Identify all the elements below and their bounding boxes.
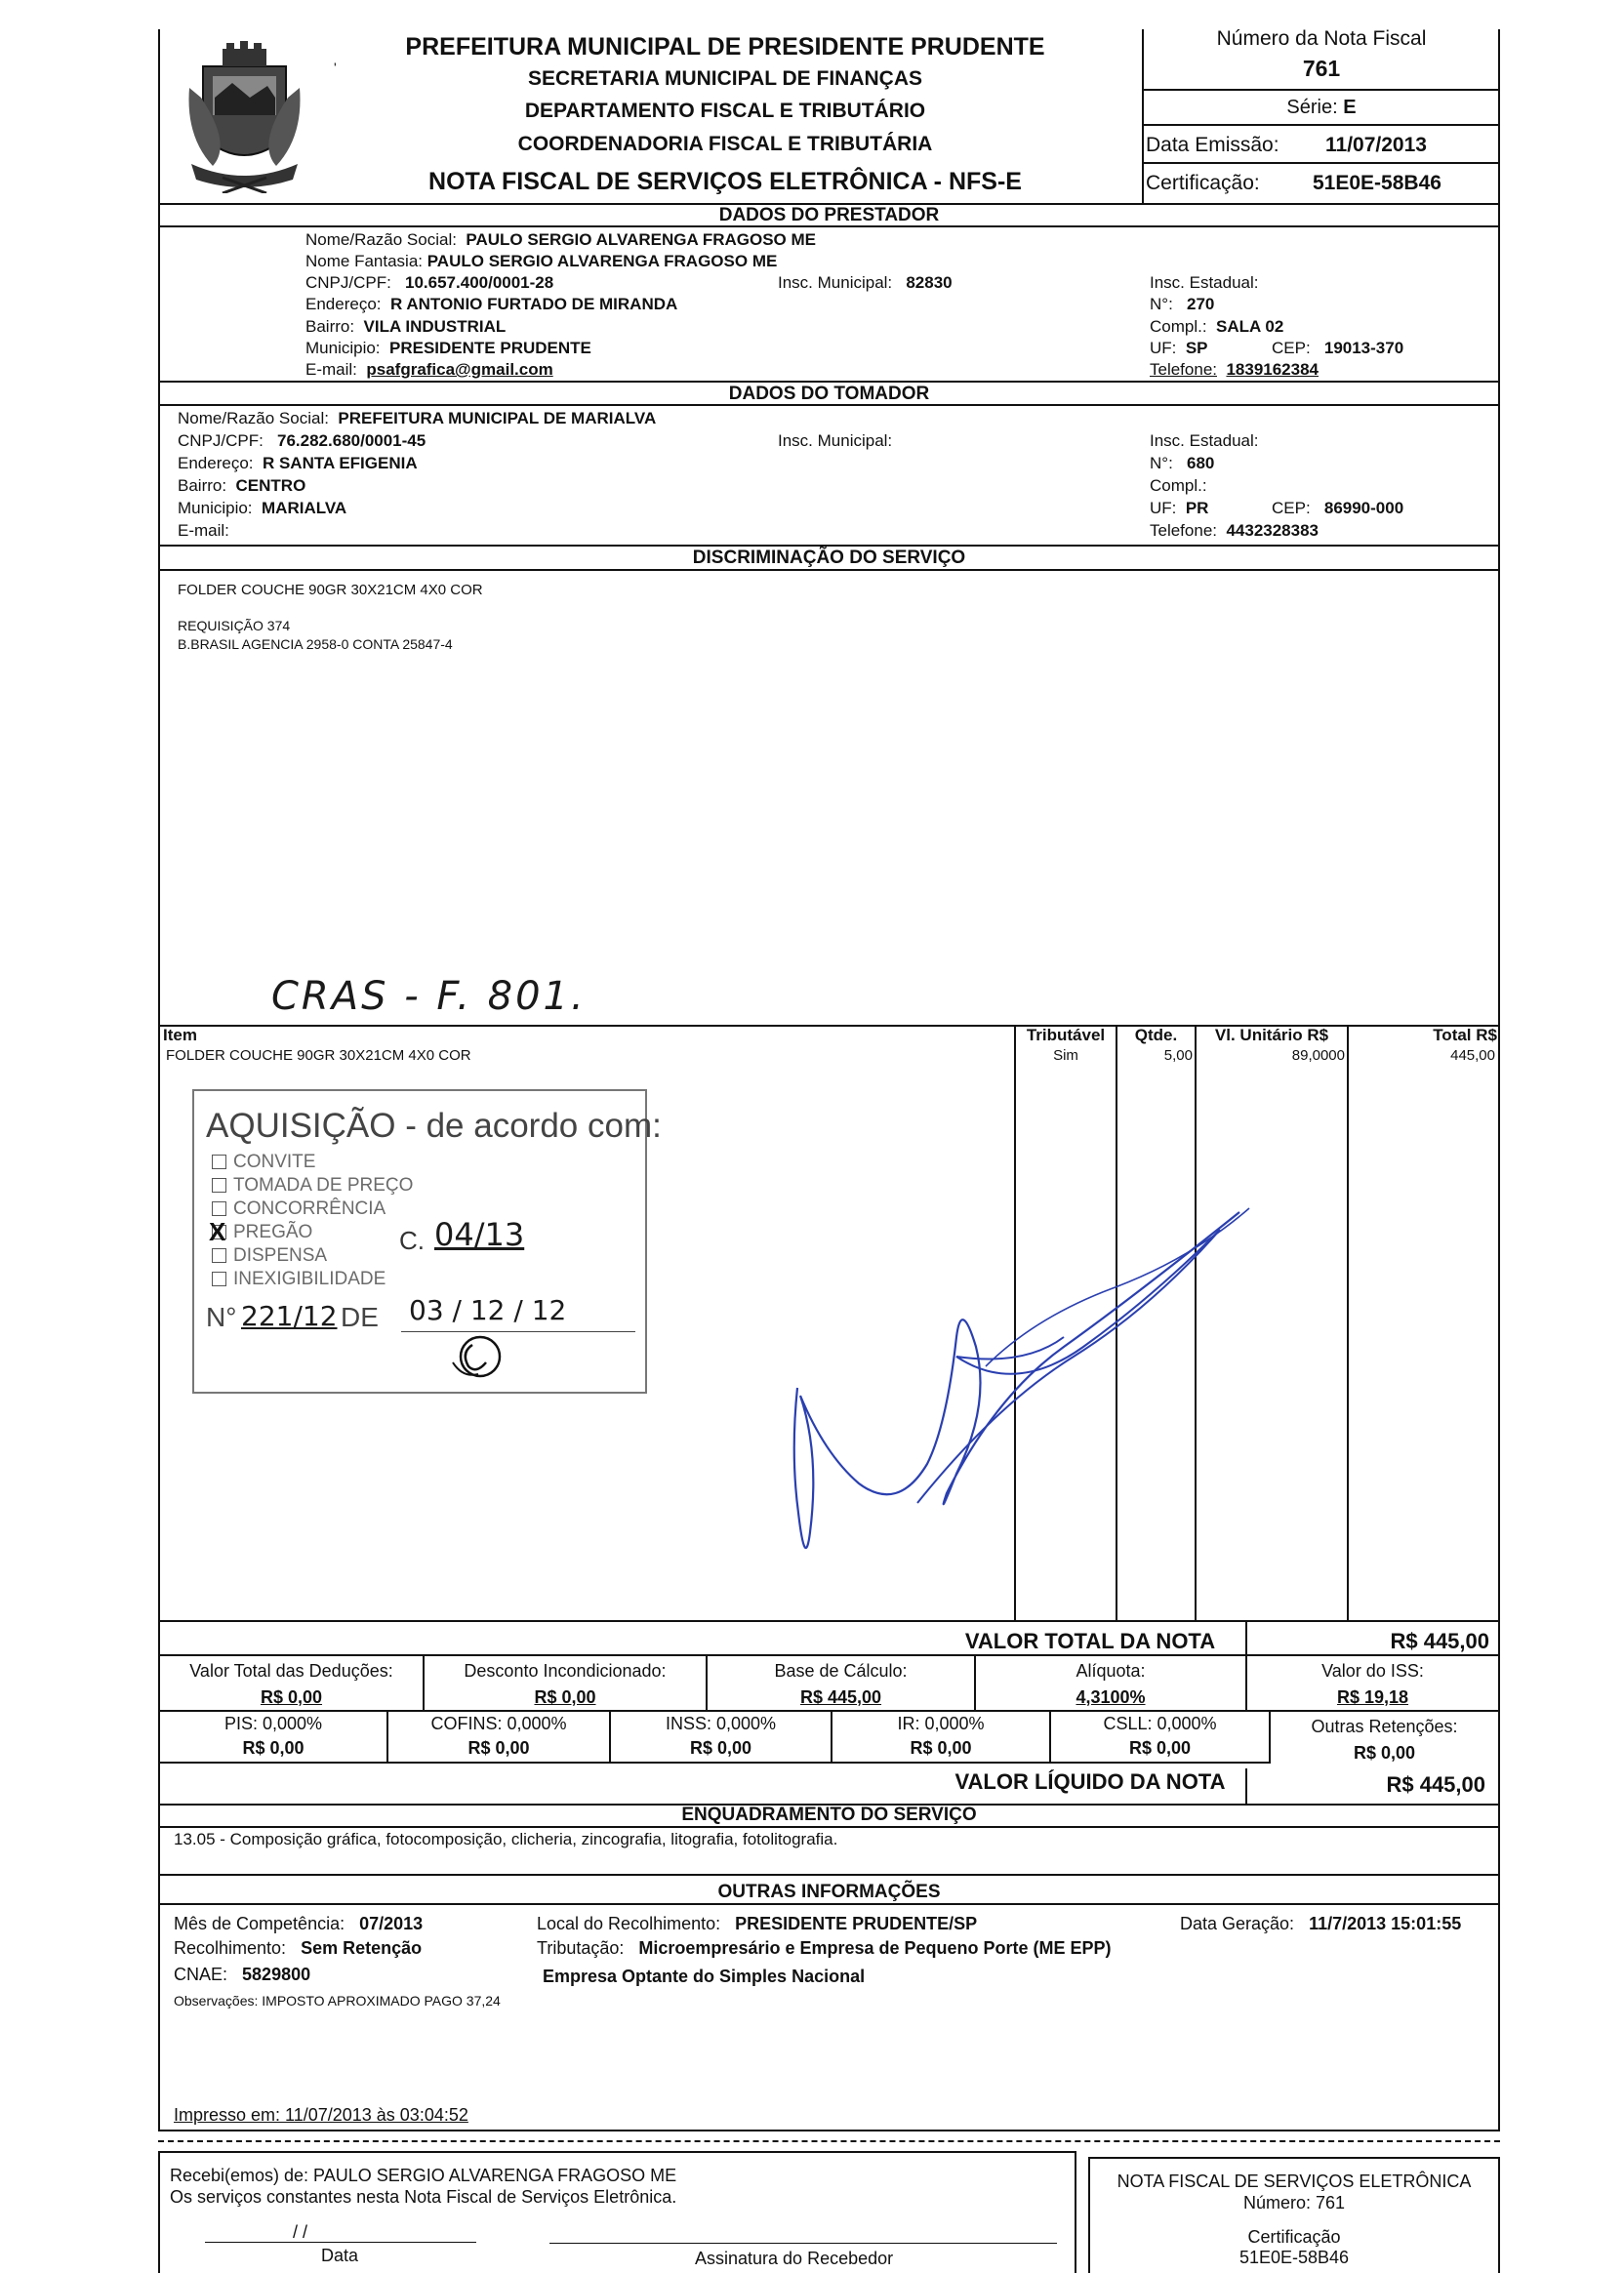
recibo-nf-title: NOTA FISCAL DE SERVIÇOS ELETRÔNICA <box>1116 2172 1472 2191</box>
inss-value: R$ 0,00 <box>689 1738 752 1758</box>
totais-rule-1 <box>158 1654 1500 1656</box>
csll-label: CSLL: 0,000% <box>1103 1714 1217 1733</box>
discriminacao-title: DISCRIMINAÇÃO DO SERVIÇO <box>692 548 966 568</box>
stamp-n-label: N° <box>206 1302 237 1332</box>
stamp-opt-inexigibilidade: INEXIGIBILIDADE <box>212 1269 386 1290</box>
prestador-ie: Insc. Estadual: <box>1150 273 1259 292</box>
liquido-divider <box>1245 1768 1247 1806</box>
stamp-initials-icon <box>443 1333 511 1382</box>
inss-label: INSS: 0,000% <box>665 1714 777 1733</box>
valor-total: R$ 445,00 <box>1390 1629 1489 1653</box>
checkbox-icon <box>212 1201 226 1216</box>
liquido-label: VALOR LÍQUIDO DA NOTA <box>954 1769 1226 1794</box>
stamp-opt-dispensa: DISPENSA <box>212 1245 327 1267</box>
prestador-telefone: Telefone: 1839162384 <box>1150 360 1319 379</box>
impresso-em: Impresso em: 11/07/2013 às 03:04:52 <box>174 2105 468 2125</box>
recibo-nf-cert: 51E0E-58B46 <box>1238 2248 1350 2267</box>
deducoes-value: R$ 0,00 <box>260 1687 323 1707</box>
recibo-date-line <box>205 2242 476 2243</box>
items-col-total <box>1347 1025 1349 1622</box>
valor-total-divider <box>1245 1620 1247 1655</box>
prestador-numero: N°: 270 <box>1150 295 1215 313</box>
enquadramento-title: ENQUADRAMENTO DO SERVIÇO <box>681 1805 977 1825</box>
liquido-value: R$ 445,00 <box>1386 1772 1485 1797</box>
nota-emissao-label: Data Emissão: <box>1146 134 1279 156</box>
desconto-label: Desconto Incondicionado: <box>464 1661 667 1681</box>
tomador-cnpj: CNPJ/CPF: 76.282.680/0001-45 <box>178 431 426 450</box>
prestador-uf: UF: SP <box>1150 339 1208 357</box>
valor-total-label: VALOR TOTAL DA NOTA <box>964 1629 1216 1653</box>
nota-rule-3 <box>1142 162 1500 164</box>
stamp-n-value: 221/12 <box>241 1300 338 1332</box>
enquadramento-title-rule <box>158 1826 1500 1828</box>
item-qtde: 5,00 <box>1163 1047 1193 1064</box>
header-dot: ' <box>334 60 337 75</box>
ir-label: IR: 0,000% <box>897 1714 985 1733</box>
items-header-unit: Vl. Unitário R$ <box>1214 1026 1329 1044</box>
stamp-opt-tomada: TOMADA DE PREÇO <box>212 1175 413 1197</box>
items-header-qtde: Qtde. <box>1134 1026 1178 1044</box>
recibo-assinatura-label: Assinatura do Recebedor <box>695 2249 894 2268</box>
prestador-title-rule <box>158 225 1500 227</box>
municipal-coat-of-arms-icon <box>183 39 305 193</box>
recibo-nf-numero: Número: 761 <box>1242 2193 1346 2212</box>
tomador-endereco: Endereço: R SANTA EFIGENIA <box>178 454 418 472</box>
pis-label: PIS: 0,000% <box>223 1714 323 1733</box>
mes-competencia: Mês de Competência: 07/2013 <box>174 1914 424 1933</box>
nota-numero-label: Número da Nota Fiscal <box>1216 27 1427 50</box>
cut-line <box>158 2140 1500 2142</box>
header-line2: SECRETARIA MUNICIPAL DE FINANÇAS <box>527 67 923 90</box>
item-unit: 89,0000 <box>1291 1047 1345 1064</box>
prestador-cnpj: CNPJ/CPF: 10.657.400/0001-28 <box>305 273 554 292</box>
desconto-value: R$ 0,00 <box>534 1687 596 1707</box>
discriminacao-title-rule <box>158 569 1500 571</box>
tomador-uf: UF: PR <box>1150 499 1209 517</box>
stamp-opt-concorrencia: CONCORRÊNCIA <box>212 1198 386 1220</box>
aquisicao-stamp <box>192 1089 662 1394</box>
stamp-opt-pregao: X PREGÃO <box>209 1217 313 1246</box>
tomador-ie: Insc. Estadual: <box>1150 431 1259 450</box>
nota-emissao: 11/07/2013 <box>1325 134 1427 156</box>
header-line5: NOTA FISCAL DE SERVIÇOS ELETRÔNICA - NFS-E <box>428 168 1022 195</box>
prestador-bairro: Bairro: VILA INDUSTRIAL <box>305 317 507 336</box>
tributacao: Tributação: Microempresário e Empresa de Pequeno Porte (ME EPP) <box>537 1938 1112 1958</box>
discriminacao-line3: B.BRASIL AGENCIA 2958-0 CONTA 25847-4 <box>178 636 453 652</box>
nota-numero: 761 <box>1302 56 1341 81</box>
header-divider <box>1142 29 1144 205</box>
cofins-value: R$ 0,00 <box>467 1738 530 1758</box>
stamp-de-underline <box>401 1331 635 1332</box>
base-label: Base de Cálculo: <box>774 1661 908 1681</box>
optante-simples: Empresa Optante do Simples Nacional <box>543 1967 866 1986</box>
items-header-item: Item <box>163 1026 197 1044</box>
stamp-c-value: 04/13 <box>434 1216 525 1253</box>
discriminacao-line1: FOLDER COUCHE 90GR 30X21CM 4X0 COR <box>178 582 483 598</box>
totais-rule-3 <box>158 1762 1271 1764</box>
nota-cert-label: Certificação: <box>1146 172 1260 194</box>
data-geracao: Data Geração: 11/7/2013 15:01:55 <box>1180 1914 1462 1933</box>
aliquota-label: Alíquota: <box>1076 1661 1146 1681</box>
nota-rule-1 <box>1142 89 1500 91</box>
checkbox-icon <box>212 1272 226 1286</box>
base-value: R$ 445,00 <box>799 1687 882 1707</box>
item-total: 445,00 <box>1450 1047 1495 1064</box>
nota-rule-2 <box>1142 124 1500 126</box>
cnae: CNAE: 5829800 <box>174 1965 311 1984</box>
checkbox-icon <box>212 1178 226 1193</box>
enquadramento-text: 13.05 - Composição gráfica, fotocomposição, clicheria, zincografia, litografia, fotolitografia. <box>174 1830 838 1848</box>
prestador-im: Insc. Municipal: 82830 <box>778 273 953 292</box>
cofins-label: COFINS: 0,000% <box>430 1714 567 1733</box>
prestador-nome: Nome/Razão Social: PAULO SERGIO ALVARENGA FRAGOSO ME <box>305 230 817 249</box>
deducoes-label: Valor Total das Deduções: <box>189 1661 393 1681</box>
prestador-email: E-mail: psafgrafica@gmail.com <box>305 360 553 379</box>
recibo-nf-cert-label: Certificação <box>1247 2227 1341 2247</box>
recibo-date-blank: / / <box>293 2222 308 2242</box>
stamp-de-value: 03 / 12 / 12 <box>409 1294 567 1326</box>
header-line1: PREFEITURA MUNICIPAL DE PRESIDENTE PRUDENTE <box>405 33 1045 61</box>
stamp-title: AQUISIÇÃO - de acordo com: <box>206 1107 662 1145</box>
tomador-compl: Compl.: <box>1150 476 1207 495</box>
checkbox-icon <box>212 1248 226 1263</box>
stamp-c-label: C. <box>399 1226 425 1255</box>
tomador-title: DADOS DO TOMADOR <box>728 384 930 404</box>
recibo-data-label: Data <box>321 2246 359 2265</box>
recibo-line2: Os serviços constantes nesta Nota Fiscal de Serviços Eletrônica. <box>170 2187 677 2207</box>
items-header-trib: Tributável <box>1026 1026 1106 1044</box>
outras-title: OUTRAS INFORMAÇÕES <box>717 1882 941 1902</box>
recibo-sign-line <box>549 2243 1057 2244</box>
stamp-de-label: DE <box>341 1302 379 1332</box>
discriminacao-line2: REQUISIÇÃO 374 <box>178 618 291 633</box>
observacoes: Observações: IMPOSTO APROXIMADO PAGO 37,24 <box>174 1993 501 2009</box>
checkbox-checked-icon: X <box>209 1217 226 1246</box>
tomador-numero: N°: 680 <box>1150 454 1215 472</box>
ir-value: R$ 0,00 <box>910 1738 972 1758</box>
handwritten-note: CRAS - F. 801. <box>271 974 587 1019</box>
checkbox-icon <box>212 1155 226 1169</box>
prestador-endereco: Endereço: R ANTONIO FURTADO DE MIRANDA <box>305 295 678 313</box>
prestador-municipio: Municipio: PRESIDENTE PRUDENTE <box>305 339 591 357</box>
stamp-opt-convite: CONVITE <box>212 1152 315 1173</box>
prestador-compl: Compl.: SALA 02 <box>1150 317 1284 336</box>
prestador-fantasia: Nome Fantasia: PAULO SERGIO ALVARENGA FRAGOSO ME <box>305 252 778 270</box>
tomador-bairro: Bairro: CENTRO <box>178 476 306 495</box>
header-line4: COORDENADORIA FISCAL E TRIBUTÁRIA <box>517 133 933 155</box>
tomador-email: E-mail: <box>178 521 229 540</box>
item-trib: Sim <box>1053 1047 1078 1064</box>
prestador-title: DADOS DO PRESTADOR <box>718 205 940 225</box>
tomador-municipio: Municipio: MARIALVA <box>178 499 347 517</box>
outras-value: R$ 0,00 <box>1353 1743 1416 1763</box>
header-line3: DEPARTAMENTO FISCAL E TRIBUTÁRIO <box>524 100 926 122</box>
aliquota-value: 4,3100% <box>1076 1687 1146 1707</box>
nota-serie: Série: E <box>1286 97 1357 118</box>
prestador-email-link[interactable]: psafgrafica@gmail.com <box>366 360 553 379</box>
totais-rule-2 <box>158 1710 1500 1712</box>
outras-title-rule <box>158 1903 1500 1905</box>
tomador-telefone: Telefone: 4432328383 <box>1150 521 1319 540</box>
tomador-im: Insc. Municipal: <box>778 431 893 450</box>
pis-value: R$ 0,00 <box>242 1738 304 1758</box>
iss-value: R$ 19,18 <box>1336 1687 1409 1707</box>
recolhimento: Recolhimento: Sem Retenção <box>174 1938 423 1958</box>
outras-label: Outras Retenções: <box>1311 1717 1458 1736</box>
tomador-nome: Nome/Razão Social: PREFEITURA MUNICIPAL DE MARIALVA <box>178 409 657 427</box>
prestador-cep: CEP: 19013-370 <box>1272 339 1404 357</box>
item-desc: FOLDER COUCHE 90GR 30X21CM 4X0 COR <box>166 1047 471 1064</box>
local-recolhimento: Local do Recolhimento: PRESIDENTE PRUDENTE/SP <box>537 1914 978 1933</box>
tomador-cep: CEP: 86990-000 <box>1272 499 1404 517</box>
recibo-line1: Recebi(emos) de: PAULO SERGIO ALVARENGA FRAGOSO ME <box>170 2166 677 2185</box>
nota-cert: 51E0E-58B46 <box>1313 172 1441 194</box>
iss-label: Valor do ISS: <box>1321 1661 1424 1681</box>
tomador-title-rule <box>158 404 1500 406</box>
csll-value: R$ 0,00 <box>1128 1738 1192 1758</box>
items-header-total: Total R$ <box>1433 1026 1497 1044</box>
signature-icon <box>781 1200 1259 1571</box>
discriminacao-box <box>158 545 1500 1027</box>
